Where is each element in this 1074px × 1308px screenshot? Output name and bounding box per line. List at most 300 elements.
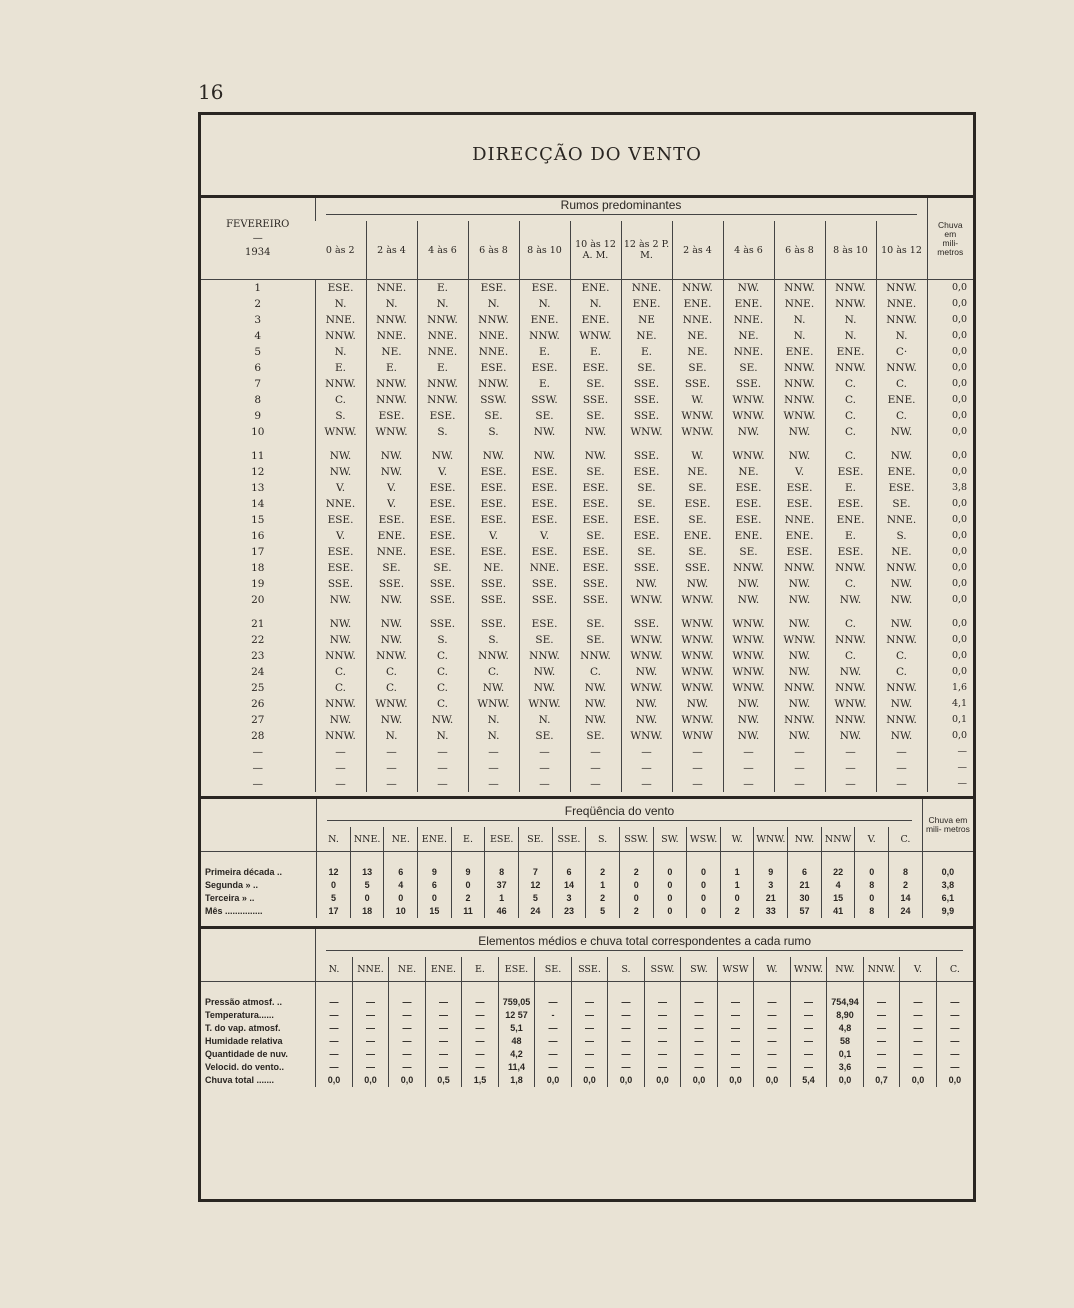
direction-cell: SE. bbox=[672, 512, 723, 528]
direction-cell: SE. bbox=[570, 464, 621, 480]
direction-cell: WNW. bbox=[723, 616, 774, 632]
gap-cell bbox=[315, 608, 366, 616]
day-cell: 17 bbox=[251, 546, 265, 558]
direction-cell: C. bbox=[825, 424, 876, 440]
frequency-cell: 0 bbox=[687, 879, 721, 892]
elements-cell: — bbox=[644, 982, 681, 1010]
elements-cell: — bbox=[754, 982, 791, 1010]
frequency-cell: 14 bbox=[889, 892, 923, 905]
frequency-cell: 23 bbox=[552, 905, 586, 918]
frequency-cell: 41 bbox=[821, 905, 855, 918]
rain-cell: 0,0 bbox=[927, 512, 973, 528]
direction-cell: — bbox=[672, 744, 723, 760]
direction-cell: WNW bbox=[672, 728, 723, 744]
rain-cell: 3,8 bbox=[927, 480, 973, 496]
direction-cell: ESE. bbox=[774, 496, 825, 512]
direction-cell: WNW. bbox=[519, 696, 570, 712]
direction-cell: ESE. bbox=[570, 360, 621, 376]
direction-cell: NW. bbox=[723, 576, 774, 592]
frequency-cell: 15 bbox=[418, 905, 452, 918]
direction-cell: NNE. bbox=[468, 328, 519, 344]
frequency-cell: 1 bbox=[720, 852, 754, 880]
elements-cell: — bbox=[681, 1061, 718, 1074]
table-row bbox=[201, 392, 973, 408]
direction-cell: NNW. bbox=[468, 648, 519, 664]
table-row bbox=[201, 408, 973, 424]
direction-cell: NNE. bbox=[723, 312, 774, 328]
direction-cell: ENE. bbox=[876, 464, 927, 480]
elements-column-header: NNE. bbox=[352, 957, 389, 982]
direction-cell: WNW. bbox=[774, 408, 825, 424]
frequency-cell: 22 bbox=[821, 852, 855, 880]
direction-cell: NNE. bbox=[672, 312, 723, 328]
gap-cell bbox=[672, 440, 723, 448]
direction-cell: ESE. bbox=[621, 464, 672, 480]
brace-line bbox=[327, 820, 912, 827]
direction-cell: — bbox=[774, 776, 825, 792]
direction-cell: NE. bbox=[876, 544, 927, 560]
frequency-column-header: C. bbox=[889, 827, 923, 852]
frequency-cell: 3 bbox=[754, 879, 788, 892]
table-row bbox=[201, 560, 973, 576]
gap-cell bbox=[468, 608, 519, 616]
frequency-cell: 9 bbox=[754, 852, 788, 880]
elements-cell: — bbox=[608, 1061, 645, 1074]
elements-cell: 5,1 bbox=[498, 1022, 535, 1035]
day-cell: 21 bbox=[251, 618, 265, 630]
direction-cell: ENE. bbox=[570, 280, 621, 297]
direction-cell: NW. bbox=[468, 680, 519, 696]
month-label: FEVEREIRO bbox=[226, 218, 290, 230]
direction-cell: ENE. bbox=[774, 344, 825, 360]
direction-cell: C. bbox=[825, 376, 876, 392]
direction-cell: ESE. bbox=[417, 544, 468, 560]
direction-cell: ESE. bbox=[774, 544, 825, 560]
day-cell: 26 bbox=[251, 698, 265, 710]
elements-cell: — bbox=[352, 1061, 389, 1074]
direction-cell: C. bbox=[570, 664, 621, 680]
direction-cell: SE. bbox=[570, 528, 621, 544]
row-label: Chuva total ....... bbox=[205, 1075, 275, 1085]
direction-cell: NW. bbox=[723, 728, 774, 744]
direction-cell: SE. bbox=[366, 560, 417, 576]
elements-column-header: N. bbox=[316, 957, 353, 982]
direction-cell: NW. bbox=[774, 728, 825, 744]
direction-cell: SSE. bbox=[621, 616, 672, 632]
direction-cell: WNW. bbox=[774, 632, 825, 648]
direction-cell: SSE. bbox=[723, 376, 774, 392]
elements-column-header: NNW. bbox=[863, 957, 900, 982]
direction-cell: N. bbox=[519, 712, 570, 728]
direction-cell: NNW. bbox=[774, 392, 825, 408]
direction-cell: C. bbox=[417, 680, 468, 696]
direction-cell: C. bbox=[417, 664, 468, 680]
frequency-cell: 8 bbox=[889, 852, 923, 880]
direction-cell: ESE. bbox=[876, 480, 927, 496]
direction-cell: N. bbox=[570, 296, 621, 312]
elements-cell: — bbox=[863, 1061, 900, 1074]
elements-cell: — bbox=[717, 1022, 754, 1035]
direction-cell: NW. bbox=[315, 616, 366, 632]
direction-cell: WNW. bbox=[621, 648, 672, 664]
elements-cell: — bbox=[681, 1022, 718, 1035]
direction-cell: SE. bbox=[876, 496, 927, 512]
table-row bbox=[201, 344, 973, 360]
hour-header: 6 às 8 bbox=[468, 221, 519, 280]
direction-cell: NW. bbox=[570, 424, 621, 440]
hour-header: 10 às 12 A. M. bbox=[570, 221, 621, 280]
frequency-cell: 5 bbox=[317, 892, 351, 905]
direction-cell: WNW. bbox=[672, 616, 723, 632]
frequency-cell: 0 bbox=[855, 852, 889, 880]
direction-cell: NE. bbox=[723, 464, 774, 480]
elements-cell: 5,4 bbox=[790, 1074, 827, 1087]
elements-cell: — bbox=[790, 1009, 827, 1022]
direction-cell: NNE. bbox=[366, 544, 417, 560]
elements-column-header: WNW. bbox=[790, 957, 827, 982]
elements-column-header: S. bbox=[608, 957, 645, 982]
gap-cell bbox=[201, 608, 315, 616]
row-label: Velocid. do vento.. bbox=[205, 1062, 285, 1072]
table-row bbox=[201, 376, 973, 392]
gap-cell bbox=[876, 608, 927, 616]
direction-cell: NW. bbox=[366, 464, 417, 480]
elements-cell: — bbox=[462, 1022, 499, 1035]
direction-cell: NW. bbox=[774, 696, 825, 712]
elements-cell: 0,0 bbox=[571, 1074, 608, 1087]
elements-cell: — bbox=[644, 1022, 681, 1035]
direction-cell: NNW. bbox=[672, 280, 723, 297]
elements-cell: — bbox=[571, 1009, 608, 1022]
frequency-cell: 0 bbox=[384, 892, 418, 905]
frequency-cell: 11 bbox=[451, 905, 485, 918]
direction-cell: — bbox=[417, 744, 468, 760]
direction-cell: WNW. bbox=[570, 328, 621, 344]
elements-cell: 759,05 bbox=[498, 982, 535, 1010]
direction-cell: NW. bbox=[315, 464, 366, 480]
direction-cell: NW. bbox=[723, 280, 774, 297]
gap-cell bbox=[570, 608, 621, 616]
frequency-cell: 0 bbox=[418, 892, 452, 905]
month-header bbox=[201, 198, 315, 280]
elements-cell: — bbox=[425, 1022, 462, 1035]
direction-cell: — bbox=[519, 776, 570, 792]
elements-cell: 12 57 bbox=[498, 1009, 535, 1022]
direction-cell: NNW. bbox=[366, 392, 417, 408]
direction-cell: NNW. bbox=[774, 680, 825, 696]
direction-cell: NNW. bbox=[825, 296, 876, 312]
elements-cell: — bbox=[425, 1035, 462, 1048]
direction-cell: SSE. bbox=[468, 616, 519, 632]
gap-cell bbox=[723, 440, 774, 448]
elements-cell: — bbox=[644, 1061, 681, 1074]
direction-cell: ESE. bbox=[315, 280, 366, 297]
table-row bbox=[201, 1035, 973, 1048]
gap-cell bbox=[774, 440, 825, 448]
day-cell: 24 bbox=[251, 666, 265, 678]
direction-cell: C. bbox=[825, 392, 876, 408]
direction-cell: NNE. bbox=[876, 296, 927, 312]
frequency-column-header: NW. bbox=[788, 827, 822, 852]
elements-cell: — bbox=[608, 1035, 645, 1048]
rain-cell: 0,0 bbox=[927, 560, 973, 576]
direction-cell: NW. bbox=[825, 592, 876, 608]
direction-cell: NW. bbox=[315, 712, 366, 728]
direction-cell: NNW. bbox=[468, 376, 519, 392]
direction-cell: SE. bbox=[519, 408, 570, 424]
elements-cell: — bbox=[352, 982, 389, 1010]
direction-cell: ESE. bbox=[315, 560, 366, 576]
frequency-cell: 5 bbox=[519, 892, 553, 905]
table-row bbox=[201, 680, 973, 696]
direction-cell: NNE. bbox=[315, 312, 366, 328]
frequency-cell: 6 bbox=[418, 879, 452, 892]
direction-cell: N. bbox=[468, 712, 519, 728]
elements-cell: — bbox=[316, 982, 353, 1010]
gap-cell bbox=[825, 440, 876, 448]
direction-cell: NW. bbox=[417, 712, 468, 728]
direction-cell: NW. bbox=[570, 696, 621, 712]
direction-cell: NNE. bbox=[366, 328, 417, 344]
elements-cell: — bbox=[936, 1048, 973, 1061]
gap-cell bbox=[621, 608, 672, 616]
elements-cell: 0,5 bbox=[425, 1074, 462, 1087]
rain-cell: 0,0 bbox=[927, 576, 973, 592]
elements-cell: — bbox=[425, 982, 462, 1010]
direction-cell: ESE. bbox=[417, 528, 468, 544]
elements-cell: 58 bbox=[827, 1035, 864, 1048]
direction-cell: NNW. bbox=[774, 360, 825, 376]
rain-header-line: Chuva bbox=[938, 219, 963, 230]
direction-cell: ESE. bbox=[570, 560, 621, 576]
day-cell: 9 bbox=[254, 410, 262, 422]
direction-cell: N. bbox=[468, 728, 519, 744]
direction-cell: NNW. bbox=[519, 328, 570, 344]
elements-cell: — bbox=[936, 1035, 973, 1048]
direction-cell: NNW. bbox=[570, 648, 621, 664]
direction-cell: — bbox=[876, 760, 927, 776]
direction-cell: — bbox=[723, 776, 774, 792]
direction-cell: — bbox=[417, 760, 468, 776]
frequency-cell: 17 bbox=[317, 905, 351, 918]
frequency-cell: 12 bbox=[519, 879, 553, 892]
direction-cell: SSE. bbox=[315, 576, 366, 592]
elements-cell: — bbox=[462, 1048, 499, 1061]
direction-cell: SSW. bbox=[519, 392, 570, 408]
frequency-table bbox=[201, 799, 973, 918]
frequency-cell: 0 bbox=[653, 905, 687, 918]
elements-cell: - bbox=[535, 1009, 572, 1022]
frequency-cell: 8 bbox=[485, 852, 519, 880]
rain-cell: 0,0 bbox=[927, 344, 973, 360]
elements-cell: — bbox=[352, 1048, 389, 1061]
direction-cell: NNW. bbox=[876, 280, 927, 297]
rain-cell: 0,0 bbox=[927, 464, 973, 480]
direction-cell: — bbox=[825, 776, 876, 792]
direction-cell: ESE. bbox=[519, 616, 570, 632]
direction-cell: SSE. bbox=[672, 560, 723, 576]
direction-cell: NNE. bbox=[621, 280, 672, 297]
direction-cell: NNW. bbox=[519, 648, 570, 664]
elements-cell: 0,0 bbox=[608, 1074, 645, 1087]
frequency-cell: 2 bbox=[586, 892, 620, 905]
frequency-cell: 2 bbox=[720, 905, 754, 918]
elements-column-header: C. bbox=[936, 957, 973, 982]
frequency-rain-header: Chuva em mili- metros bbox=[922, 799, 973, 852]
direction-cell: W. bbox=[672, 448, 723, 464]
direction-cell: NW. bbox=[876, 424, 927, 440]
elements-cell: — bbox=[608, 1022, 645, 1035]
rain-cell: 0,0 bbox=[922, 852, 973, 880]
elements-cell: — bbox=[754, 1048, 791, 1061]
direction-cell: NNE. bbox=[519, 560, 570, 576]
direction-cell: C. bbox=[417, 648, 468, 664]
elements-cell: 0,0 bbox=[535, 1074, 572, 1087]
direction-cell: ESE. bbox=[468, 480, 519, 496]
elements-cell: — bbox=[900, 1035, 937, 1048]
direction-cell: NW. bbox=[315, 592, 366, 608]
gap-cell bbox=[876, 440, 927, 448]
direction-cell: ESE. bbox=[417, 512, 468, 528]
direction-cell: — bbox=[468, 744, 519, 760]
direction-cell: ESE. bbox=[570, 512, 621, 528]
direction-cell: NNE. bbox=[417, 344, 468, 360]
direction-cell: NW. bbox=[825, 664, 876, 680]
direction-cell: SE. bbox=[723, 360, 774, 376]
rumos-title: Rumos predominantes bbox=[315, 198, 927, 221]
direction-cell: NE. bbox=[672, 344, 723, 360]
direction-cell: NW. bbox=[366, 632, 417, 648]
direction-cell: NW. bbox=[774, 592, 825, 608]
day-cell: 23 bbox=[251, 650, 265, 662]
direction-cell: N. bbox=[315, 296, 366, 312]
rain-cell: 0,0 bbox=[927, 664, 973, 680]
table-row bbox=[201, 728, 973, 744]
direction-cell: SSE. bbox=[417, 616, 468, 632]
direction-cell: NW. bbox=[570, 680, 621, 696]
direction-cell: NNW. bbox=[876, 312, 927, 328]
direction-cell: WNW. bbox=[672, 680, 723, 696]
gap-cell bbox=[570, 440, 621, 448]
direction-cell: NW. bbox=[774, 424, 825, 440]
direction-cell: ENE. bbox=[723, 528, 774, 544]
direction-cell: — bbox=[825, 760, 876, 776]
direction-cell: SSE. bbox=[621, 376, 672, 392]
direction-cell: WNW. bbox=[672, 648, 723, 664]
table-row bbox=[201, 1022, 973, 1035]
direction-cell: C. bbox=[825, 576, 876, 592]
direction-cell: — bbox=[417, 776, 468, 792]
direction-cell: NW. bbox=[519, 680, 570, 696]
direction-cell: ENE. bbox=[723, 296, 774, 312]
table-row bbox=[201, 982, 973, 1010]
direction-cell: ESE. bbox=[621, 512, 672, 528]
direction-cell: SSE. bbox=[417, 576, 468, 592]
direction-cell: C. bbox=[876, 408, 927, 424]
table-row bbox=[201, 696, 973, 712]
elements-table bbox=[201, 929, 973, 1087]
table-row bbox=[201, 496, 973, 512]
direction-cell: NW. bbox=[468, 448, 519, 464]
frequency-column-header: NE. bbox=[384, 827, 418, 852]
direction-cell: SE. bbox=[519, 728, 570, 744]
table-row bbox=[201, 744, 973, 760]
page-number: 16 bbox=[198, 80, 224, 104]
direction-cell: ESE. bbox=[468, 544, 519, 560]
direction-cell: NE. bbox=[366, 344, 417, 360]
direction-cell: NW. bbox=[774, 664, 825, 680]
elements-cell: — bbox=[644, 1035, 681, 1048]
frequency-column-header: SSW. bbox=[619, 827, 653, 852]
direction-cell: V. bbox=[519, 528, 570, 544]
direction-cell: NNW. bbox=[366, 376, 417, 392]
direction-cell: WNW. bbox=[672, 424, 723, 440]
frequency-column-header: N. bbox=[317, 827, 351, 852]
direction-cell: N. bbox=[315, 344, 366, 360]
frequency-column-header: NNE. bbox=[350, 827, 384, 852]
hour-header: 12 às 2 P. M. bbox=[621, 221, 672, 280]
gap-row bbox=[201, 440, 973, 448]
frequency-cell: 0 bbox=[619, 892, 653, 905]
frequency-cell: 0 bbox=[720, 892, 754, 905]
frequency-cell: 14 bbox=[552, 879, 586, 892]
direction-cell: NW. bbox=[570, 712, 621, 728]
row-label: Quantidade de nuv. bbox=[205, 1049, 288, 1059]
elements-cell: — bbox=[717, 1035, 754, 1048]
row-label: Temperatura...... bbox=[205, 1010, 274, 1020]
year-label: 1934 bbox=[245, 246, 271, 258]
direction-cell: WNW. bbox=[621, 680, 672, 696]
direction-cell: V. bbox=[366, 496, 417, 512]
direction-cell: ESE. bbox=[723, 512, 774, 528]
elements-cell: 1,5 bbox=[462, 1074, 499, 1087]
elements-cell: — bbox=[936, 982, 973, 1010]
direction-cell: S. bbox=[468, 424, 519, 440]
day-cell: 18 bbox=[251, 562, 265, 574]
elements-cell: — bbox=[790, 1048, 827, 1061]
direction-cell: N. bbox=[468, 296, 519, 312]
frequency-cell: 21 bbox=[788, 879, 822, 892]
frequency-cell: 33 bbox=[754, 905, 788, 918]
direction-cell: WNW. bbox=[723, 392, 774, 408]
direction-cell: ESE. bbox=[570, 480, 621, 496]
frequency-cell: 46 bbox=[485, 905, 519, 918]
elements-cell: — bbox=[644, 1009, 681, 1022]
direction-cell: ESE. bbox=[468, 464, 519, 480]
elements-cell: 0,0 bbox=[389, 1074, 426, 1087]
direction-cell: NNW. bbox=[774, 712, 825, 728]
day-cell: 10 bbox=[251, 426, 265, 438]
direction-cell: W. bbox=[672, 392, 723, 408]
day-cell: 14 bbox=[251, 498, 265, 510]
direction-cell: ENE. bbox=[519, 312, 570, 328]
direction-cell: ESE. bbox=[570, 544, 621, 560]
frequency-cell: 0 bbox=[451, 879, 485, 892]
direction-cell: ENE. bbox=[672, 528, 723, 544]
frequency-cell: 10 bbox=[384, 905, 418, 918]
elements-cell: — bbox=[790, 982, 827, 1010]
elements-cell: — bbox=[754, 1061, 791, 1074]
day-cell: 2 bbox=[254, 298, 262, 310]
direction-cell: NNW. bbox=[825, 560, 876, 576]
table-row bbox=[201, 1048, 973, 1061]
direction-cell: ESE. bbox=[366, 512, 417, 528]
row-label: Pressão atmosf. .. bbox=[205, 997, 283, 1007]
direction-cell: ESE. bbox=[519, 496, 570, 512]
direction-cell: C· bbox=[876, 344, 927, 360]
direction-cell: NNW. bbox=[825, 280, 876, 297]
elements-cell: — bbox=[462, 1035, 499, 1048]
